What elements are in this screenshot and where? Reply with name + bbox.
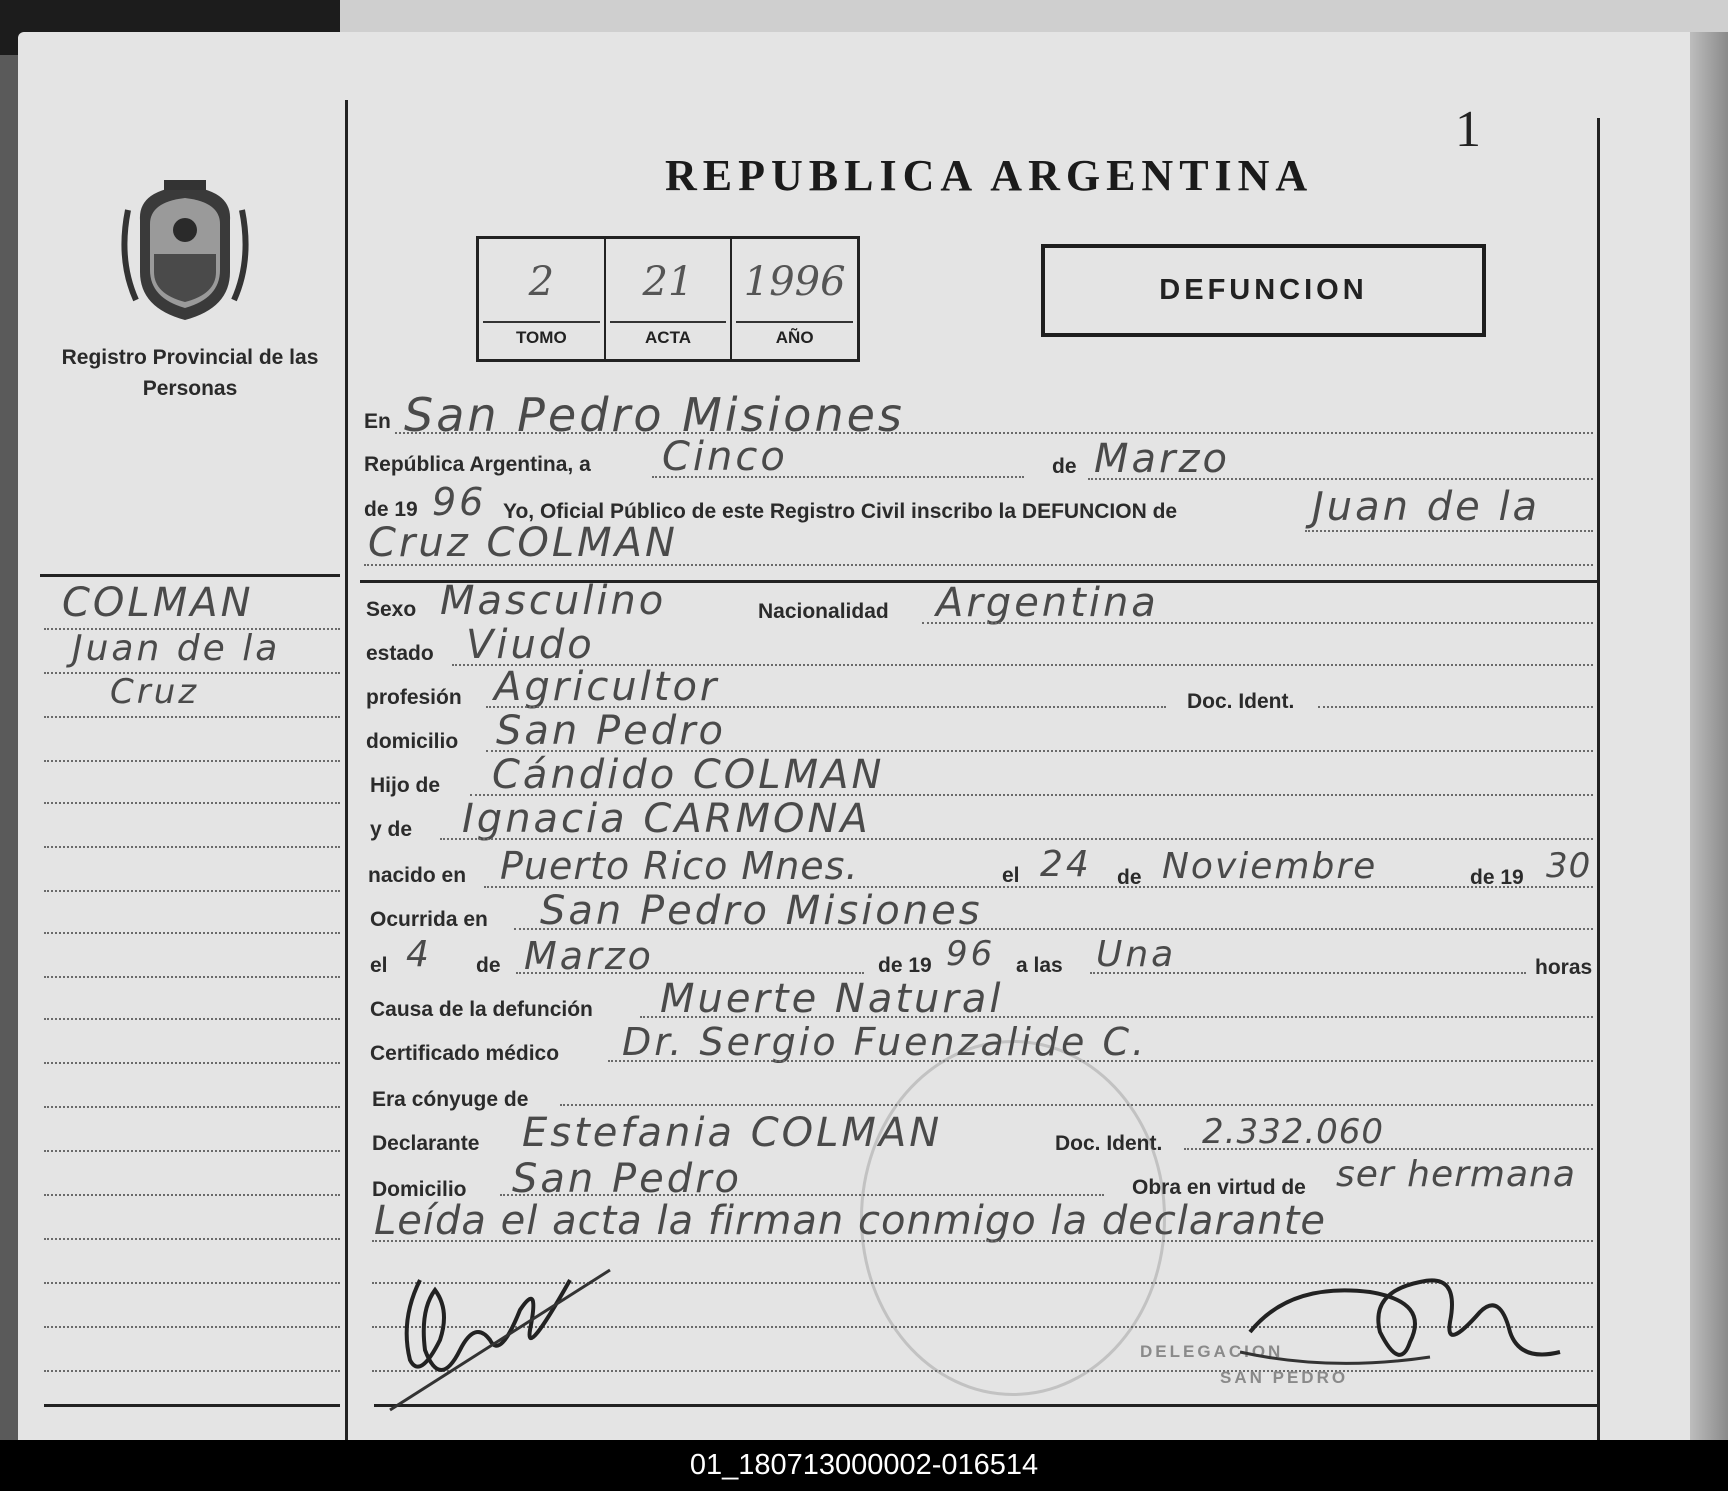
stamp-line2: SAN PEDRO xyxy=(1220,1368,1349,1387)
cause-value: Muerte Natural xyxy=(660,976,1004,1022)
domicile-value: San Pedro xyxy=(496,708,727,754)
record-type-box: DEFUNCION xyxy=(1041,244,1486,337)
profession-value: Agricultor xyxy=(494,664,720,710)
stub-given-names: Juan de la xyxy=(72,628,281,669)
place-label: En xyxy=(364,410,391,433)
statement-text: Yo, Oficial Público de este Registro Civil inscribo la DEFUNCION de xyxy=(503,500,1178,523)
place-value: San Pedro Misiones xyxy=(404,388,905,442)
sex-value: Masculino xyxy=(440,578,667,624)
death-year-value: 96 xyxy=(946,934,996,974)
deceased-name-line2: Cruz COLMAN xyxy=(368,520,678,566)
death-day-value: 4 xyxy=(406,934,432,975)
death-month-label: de xyxy=(476,954,501,977)
stub-top-rule xyxy=(40,574,340,577)
acta-label: ACTA xyxy=(645,328,691,347)
cause-label: Causa de la defunción xyxy=(370,998,593,1021)
country-heading: REPUBLICA ARGENTINA xyxy=(665,151,1314,200)
acta-value: 21 xyxy=(642,259,694,305)
capacity-label: Obra en virtud de xyxy=(1132,1176,1306,1199)
stamp-line1: DELEGACION xyxy=(1140,1342,1284,1361)
nationality-value: Argentina xyxy=(936,580,1159,626)
certificate-label: Certificado médico xyxy=(370,1042,560,1065)
stub-surname: COLMAN xyxy=(62,580,254,626)
declarant-doc-value: 2.332.060 xyxy=(1202,1112,1385,1152)
declarant-domicile-value: San Pedro xyxy=(512,1156,743,1202)
profession-label: profesión xyxy=(366,686,462,709)
month-value: Marzo xyxy=(1094,436,1230,482)
born-year-label: de 19 xyxy=(1470,866,1524,889)
hour-label: a las xyxy=(1016,954,1063,977)
coat-of-arms-icon xyxy=(118,180,252,326)
month-label: de xyxy=(1052,455,1077,478)
tomo-cell xyxy=(479,239,606,359)
born-day-value: 24 xyxy=(1040,844,1092,885)
declarant-label: Declarante xyxy=(372,1132,480,1155)
born-place-value: Puerto Rico Mnes. xyxy=(500,844,859,888)
declarant-signature xyxy=(380,1250,620,1420)
death-month-value: Marzo xyxy=(524,934,654,978)
father-label: Hijo de xyxy=(370,774,441,797)
doc-ident-label: Doc. Ident. xyxy=(1187,690,1295,713)
born-label: nacido en xyxy=(368,864,467,887)
country-date-label: República Argentina, a xyxy=(364,453,591,476)
domicile-label: domicilio xyxy=(366,730,459,753)
stub-divider xyxy=(345,100,348,1440)
status-value: Viudo xyxy=(466,622,595,668)
declarant-doc-label: Doc. Ident. xyxy=(1055,1132,1163,1155)
status-label: estado xyxy=(366,642,434,665)
book-fold xyxy=(1690,32,1728,1440)
ano-label: AÑO xyxy=(775,328,814,347)
death-hour-value: Una xyxy=(1096,934,1177,975)
closing-statement: Leída el acta la firman conmigo la declarante xyxy=(374,1198,1327,1244)
capacity-value: ser hermana xyxy=(1336,1154,1576,1195)
born-month-value: Noviembre xyxy=(1162,846,1378,887)
occurred-label: Ocurrida en xyxy=(370,908,488,931)
tomo-label: TOMO xyxy=(515,328,567,347)
death-day-label: el xyxy=(370,954,388,977)
right-margin-rule xyxy=(1597,118,1600,1440)
acta-cell xyxy=(606,239,733,359)
death-year-label: de 19 xyxy=(878,954,932,977)
spouse-label: Era cónyuge de xyxy=(372,1088,529,1111)
born-day-label: el xyxy=(1002,864,1020,887)
declarant-value: Estefania COLMAN xyxy=(522,1110,943,1156)
declarant-domicile-label: Domicilio xyxy=(372,1178,467,1201)
ano-value: 1996 xyxy=(743,259,846,305)
day-value: Cinco xyxy=(662,434,788,480)
deceased-name-line1: Juan de la xyxy=(1312,484,1541,530)
stub-given-names-2: Cruz xyxy=(110,672,200,712)
mother-label: y de xyxy=(370,818,413,841)
registry-name: Registro Provincial de las Personas xyxy=(61,346,319,400)
image-caption: 01_180713000002-016514 xyxy=(0,1440,1728,1491)
sex-label: Sexo xyxy=(366,598,417,621)
father-value: Cándido COLMAN xyxy=(492,752,885,798)
reference-box xyxy=(476,236,860,362)
certificate-value: Dr. Sergio Fuenzalide C. xyxy=(622,1020,1148,1064)
year-prefix-label: de 19 xyxy=(364,498,418,521)
tomo-value: 2 xyxy=(528,259,555,305)
born-month-label: de xyxy=(1117,866,1142,889)
official-signature xyxy=(1230,1262,1570,1382)
mother-value: Ignacia CARMONA xyxy=(462,796,871,842)
official-stamp xyxy=(860,1040,1166,1396)
year-value: 96 xyxy=(432,480,487,524)
nationality-label: Nacionalidad xyxy=(758,600,889,623)
occurred-value: San Pedro Misiones xyxy=(540,888,983,934)
ano-cell xyxy=(732,239,857,359)
born-year-value: 30 xyxy=(1546,846,1592,886)
folio-number: 1 xyxy=(1455,101,1481,158)
hours-label: horas xyxy=(1535,956,1593,979)
